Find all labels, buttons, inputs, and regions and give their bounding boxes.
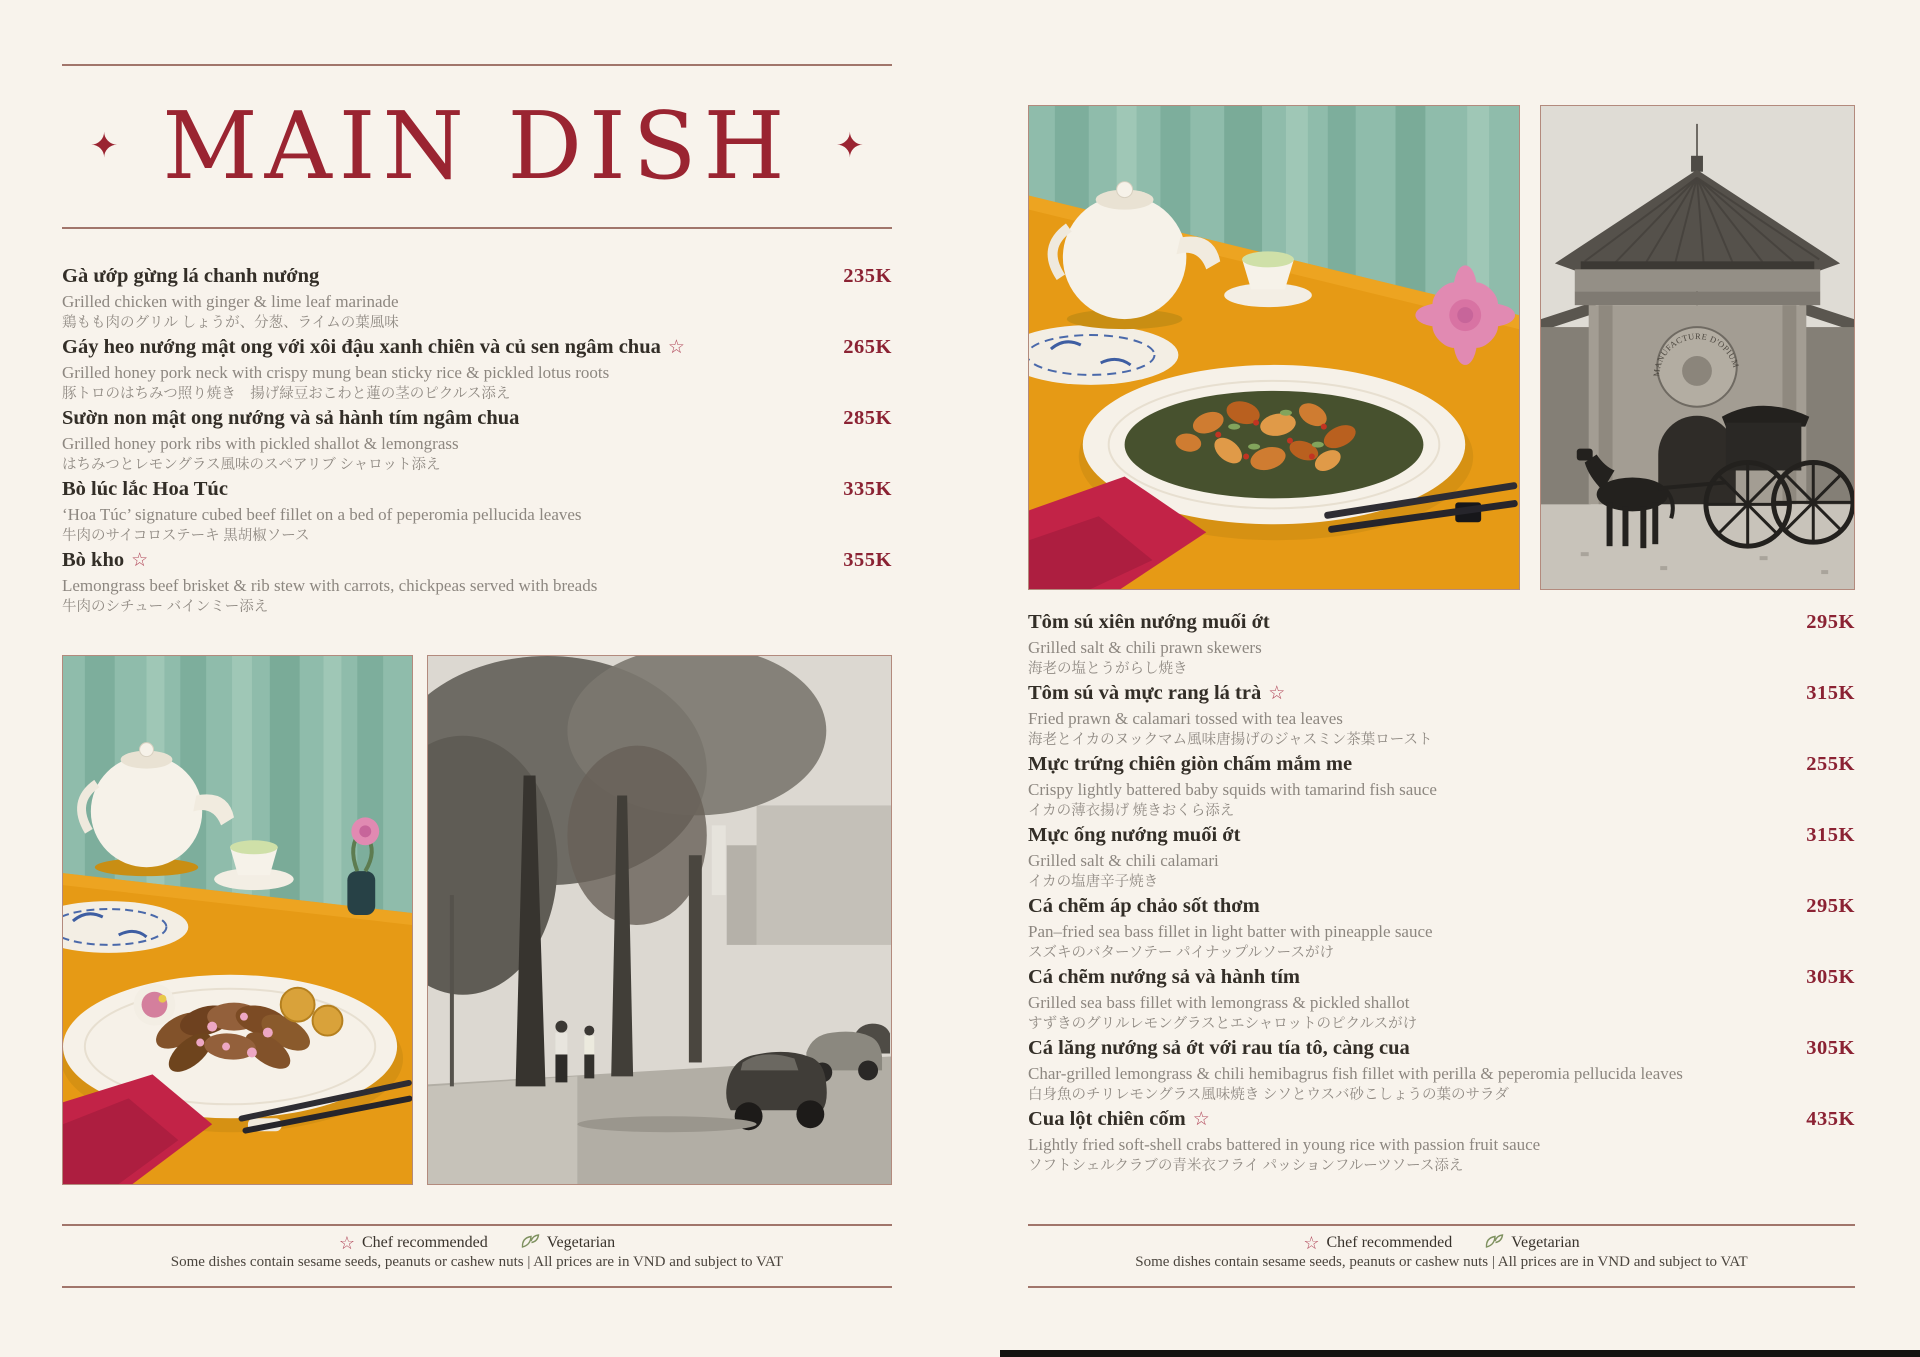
- left-top-rule: [62, 64, 892, 66]
- dish-description-japanese: 白身魚のチリレモングラス風味焼き シソとウスバ砂こしょうの葉のサラダ: [1028, 1087, 1509, 1103]
- dish-price: 265K: [843, 336, 892, 358]
- menu-item-text: [1028, 751, 1791, 822]
- dish-name-line: [62, 547, 816, 574]
- dish-name-vietnamese: Cá lăng nướng sả ớt với rau tía tô, càng cua: [1028, 1037, 1410, 1059]
- prawn-dish-table-photo: [1028, 105, 1520, 590]
- vegetarian-label: Vegetarian: [1511, 1234, 1580, 1251]
- leaf-icon: [1484, 1232, 1504, 1254]
- menu-item-text: [1028, 609, 1791, 680]
- dish-description-japanese: 牛肉のサイコロステーキ 黒胡椒ソース: [62, 528, 310, 544]
- dish-name-vietnamese: Cá chẽm nướng sả và hành tím: [1028, 966, 1300, 988]
- dish-description-english: Crispy lightly battered baby squids with tamarind fish sauce: [1028, 780, 1437, 799]
- dish-description-japanese: 海老とイカのヌックマム風味唐揚げのジャスミン茶葉ロースト: [1028, 732, 1433, 748]
- right-legend: [1028, 1232, 1855, 1254]
- dish-description-english: Fried prawn & calamari tossed with tea leaves: [1028, 709, 1343, 728]
- sparkle-ornament-left-icon: ✦: [89, 127, 119, 165]
- menu-item: [1028, 893, 1855, 964]
- dish-name-line: [1028, 680, 1779, 707]
- chef-recommended-legend: [1303, 1234, 1452, 1252]
- dish-description-japanese: 鶏もも肉のグリル しょうが、分葱、ライムの葉風味: [62, 315, 399, 331]
- dish-price: 295K: [1806, 611, 1855, 633]
- sparkle-ornament-right-icon: ✦: [835, 127, 865, 165]
- dish-price: 295K: [1806, 895, 1855, 917]
- dish-name-line: [1028, 964, 1779, 991]
- dish-name-vietnamese: Bò lúc lắc Hoa Túc: [62, 478, 228, 500]
- dish-name-vietnamese: Tôm sú và mực rang lá trà: [1028, 682, 1262, 704]
- left-legend: [62, 1232, 892, 1254]
- menu-item: [62, 405, 892, 476]
- dish-price: 355K: [843, 549, 892, 571]
- dish-name-line: [62, 263, 816, 290]
- menu-item-text: [1028, 680, 1791, 751]
- dish-name-line: [1028, 1106, 1779, 1133]
- left-title-rule: [62, 227, 892, 229]
- dish-description-english: Grilled salt & chili prawn skewers: [1028, 638, 1262, 657]
- dish-price: 315K: [1806, 682, 1855, 704]
- right-photo-row: [1028, 105, 1855, 590]
- chef-star-icon: ☆: [131, 550, 149, 571]
- dish-price: 255K: [1806, 753, 1855, 775]
- dish-name-vietnamese: Gà ướp gừng lá chanh nướng: [62, 265, 320, 287]
- dish-name-vietnamese: Bò kho: [62, 549, 125, 571]
- dish-description-english: ‘Hoa Túc’ signature cubed beef fillet on a bed of peperomia pellucida leaves: [62, 505, 582, 524]
- vegetarian-legend: [1484, 1232, 1579, 1254]
- dish-name-line: [1028, 751, 1779, 778]
- dish-name-vietnamese: Sườn non mật ong nướng và sả hành tím ngâm chua: [62, 407, 520, 429]
- dish-name-line: [1028, 609, 1779, 636]
- dish-description-english: Char-grilled lemongrass & chili hemibagrus fish fillet with perilla & peperomia pellucida leaves: [1028, 1064, 1683, 1083]
- dish-price: 285K: [843, 407, 892, 429]
- dish-name-line: [62, 476, 816, 503]
- chef-star-icon: ☆: [1303, 1233, 1320, 1253]
- dish-description-english: Lightly fried soft-shell crabs battered in young rice with passion fruit sauce: [1028, 1135, 1541, 1154]
- dish-description-japanese: はちみつとレモングラス風味のスペアリブ シャロット添え: [62, 457, 441, 473]
- dish-description-english: Lemongrass beef brisket & rib stew with carrots, chickpeas served with breads: [62, 576, 598, 595]
- dish-description-japanese: スズキのバターソテー パイナップルソースがけ: [1028, 945, 1334, 961]
- menu-item-text: [1028, 964, 1791, 1035]
- dish-description-english: Grilled honey pork ribs with pickled shallot & lemongrass: [62, 434, 459, 453]
- right-menu-list: [1028, 609, 1855, 1177]
- menu-item: [1028, 609, 1855, 680]
- menu-item: [62, 334, 892, 405]
- chef-star-icon: ☆: [1268, 683, 1286, 704]
- menu-item: [1028, 964, 1855, 1035]
- right-footer-top-rule: [1028, 1224, 1855, 1226]
- dish-description-english: Grilled chicken with ginger & lime leaf marinade: [62, 292, 399, 311]
- left-footer-bottom-rule: [62, 1286, 892, 1288]
- menu-item-text: [62, 547, 828, 618]
- left-menu-list: [62, 263, 892, 618]
- vintage-street-photo: [427, 655, 892, 1185]
- menu-item-text: [62, 405, 828, 476]
- dish-description-english: Pan–fried sea bass fillet in light batter with pineapple sauce: [1028, 922, 1433, 941]
- right-allergen-note: Some dishes contain sesame seeds, peanuts or cashew nuts | All prices are in VND and subject to VAT: [1135, 1254, 1748, 1270]
- menu-item: [62, 263, 892, 334]
- menu-item-text: [1028, 822, 1791, 893]
- opium-arch-text: MANUFACTURE D'OPIUM: [1651, 330, 1742, 378]
- dish-name-vietnamese: Gáy heo nướng mật ong với xôi đậu xanh chiên và củ sen ngâm chua: [62, 336, 661, 358]
- page-title: MAIN DISH: [162, 92, 792, 200]
- dish-price: 235K: [843, 265, 892, 287]
- menu-item-text: [1028, 1106, 1791, 1177]
- left-photo-row: [62, 655, 892, 1185]
- chef-recommended-label: Chef recommended: [362, 1234, 488, 1251]
- dish-description-japanese: イカの塩唐辛子焼き: [1028, 874, 1159, 890]
- menu-item-text: [62, 334, 828, 405]
- dish-name-line: [62, 405, 816, 432]
- menu-item-text: [1028, 893, 1791, 964]
- opium-manufacture-photo: [1540, 105, 1855, 590]
- menu-item-text: [1028, 1035, 1791, 1106]
- chef-star-icon: ☆: [338, 1233, 355, 1253]
- page-title-row: [62, 92, 892, 200]
- page-edge-shadow: [1000, 1350, 1920, 1357]
- menu-item: [1028, 751, 1855, 822]
- menu-item: [1028, 1035, 1855, 1106]
- dish-name-vietnamese: Mực ống nướng muối ớt: [1028, 824, 1241, 846]
- dish-description-japanese: ソフトシェルクラブの青米衣フライ パッションフルーツソース添え: [1028, 1158, 1464, 1174]
- dish-name-vietnamese: Cá chẽm áp chảo sốt thơm: [1028, 895, 1260, 917]
- left-footer-top-rule: [62, 1224, 892, 1226]
- dish-price: 305K: [1806, 966, 1855, 988]
- dish-description-japanese: イカの薄衣揚げ 焼きおくら添え: [1028, 803, 1235, 819]
- dish-description-english: Grilled honey pork neck with crispy mung bean sticky rice & pickled lotus roots: [62, 363, 610, 382]
- dish-name-line: [1028, 822, 1779, 849]
- chef-star-icon: ☆: [1192, 1109, 1210, 1130]
- menu-item: [62, 547, 892, 618]
- menu-item: [62, 476, 892, 547]
- menu-item-text: [62, 476, 828, 547]
- right-footer-bottom-rule: [1028, 1286, 1855, 1288]
- dish-description-japanese: 豚トロのはちみつ照り焼き 揚げ緑豆おこわと蓮の茎のピクルス添え: [62, 386, 511, 402]
- dish-description-english: Grilled salt & chili calamari: [1028, 851, 1219, 870]
- dish-price: 305K: [1806, 1037, 1855, 1059]
- chef-recommended-legend: [339, 1234, 488, 1252]
- chef-recommended-label: Chef recommended: [1326, 1234, 1453, 1251]
- dish-price: 435K: [1806, 1108, 1855, 1130]
- dish-name-vietnamese: Mực trứng chiên giòn chấm mắm me: [1028, 753, 1353, 775]
- menu-item-text: [62, 263, 828, 334]
- dish-description-japanese: 牛肉のシチュー バインミー添え: [62, 599, 269, 615]
- dish-description-japanese: 海老の塩とうがらし焼き: [1028, 661, 1188, 677]
- dish-price: 335K: [843, 478, 892, 500]
- menu-item: [1028, 1106, 1855, 1177]
- dish-name-vietnamese: Cua lột chiên cốm: [1028, 1108, 1186, 1130]
- dish-name-vietnamese: Tôm sú xiên nướng muối ớt: [1028, 611, 1270, 633]
- menu-item: [1028, 822, 1855, 893]
- dish-price: 315K: [1806, 824, 1855, 846]
- dish-description-english: Grilled sea bass fillet with lemongrass & pickled shallot: [1028, 993, 1410, 1012]
- leaf-icon: [520, 1232, 540, 1254]
- grilled-pork-table-photo: [62, 655, 413, 1185]
- left-allergen-note: Some dishes contain sesame seeds, peanuts or cashew nuts | All prices are in VND and subject to VAT: [170, 1254, 784, 1270]
- vegetarian-label: Vegetarian: [546, 1234, 616, 1251]
- vegetarian-legend: [520, 1232, 615, 1254]
- dish-description-japanese: すずきのグリルレモングラスとエシャロットのピクルスがけ: [1028, 1016, 1418, 1032]
- menu-item: [1028, 680, 1855, 751]
- dish-name-line: [62, 334, 816, 361]
- chef-star-icon: ☆: [667, 337, 685, 358]
- dish-name-line: [1028, 1035, 1779, 1062]
- dish-name-line: [1028, 893, 1779, 920]
